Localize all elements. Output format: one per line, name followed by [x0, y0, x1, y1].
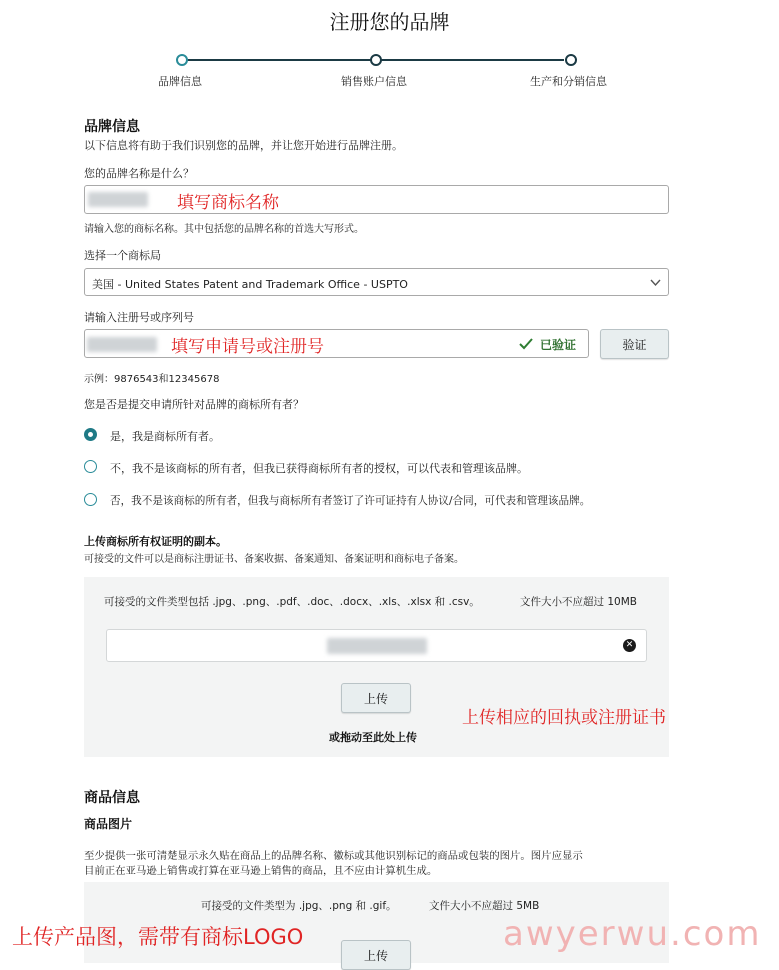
owner-radio-yes[interactable] — [84, 428, 97, 441]
product-images-heading: 商品图片 — [84, 817, 133, 831]
owner-radio-authorized[interactable] — [84, 460, 97, 473]
product-file-types: 可接受的文件类型为 .jpg、.png 和 .gif。 — [201, 900, 397, 912]
product-images-desc-line2: 目前正在亚马逊上销售或打算在亚马逊上销售的商品，且不应由计算机生成。 — [84, 865, 438, 877]
registration-example: 示例：9876543和12345678 — [84, 374, 220, 385]
registration-number-annotation: 填写申请号或注册号 — [171, 337, 324, 357]
proof-upload-heading: 上传商标所有权证明的副本。 — [84, 535, 227, 548]
proof-size-limit: 文件大小不应超过 10MB — [520, 596, 637, 608]
uploaded-file-row — [106, 629, 647, 662]
proof-drag-text: 或拖动至此处上传 — [329, 731, 417, 744]
product-upload-annotation: 上传产品图，需带有商标LOGO — [12, 925, 304, 949]
proof-upload-dropzone[interactable] — [84, 577, 669, 757]
proof-upload-desc: 可接受的文件可以是商标注册证书、备案收据、备案通知、备案证明和商标电子备案。 — [84, 554, 464, 565]
page-title: 注册您的品牌 — [329, 10, 450, 34]
brand-name-hint: 请输入您的商标名称。其中包括您的品牌名称的首选大写形式。 — [84, 224, 364, 235]
brand-info-heading: 品牌信息 — [84, 119, 140, 135]
owner-question: 您是否是提交申请所针对品牌的商标所有者？ — [84, 398, 304, 411]
brand-name-input[interactable] — [84, 185, 669, 214]
owner-radio-licensee[interactable] — [84, 493, 97, 506]
trademark-office-value: 美国 - United States Patent and Trademark Office - USPTO — [92, 278, 408, 291]
site-watermark: awyerwu.com — [503, 914, 762, 954]
product-upload-button[interactable]: 上传 — [341, 940, 411, 970]
product-images-desc-line1: 至少提供一张可清楚显示永久贴在商品上的品牌名称、徽标或其他识别标记的商品或包装的图片。图片应显示 — [84, 850, 583, 862]
step-label-manufacture: 生产和分销信息 — [530, 75, 607, 88]
registration-number-input[interactable] — [84, 329, 589, 358]
trademark-office-select[interactable] — [84, 268, 669, 296]
product-info-heading: 商品信息 — [84, 790, 140, 806]
verify-button[interactable]: 验证 — [600, 329, 669, 359]
step-label-brand-info: 品牌信息 — [158, 75, 202, 88]
step-dot-brand-info — [176, 54, 188, 66]
proof-upload-annotation: 上传相应的回执或注册证书 — [462, 708, 666, 728]
owner-option-authorized-label: 不，我不是该商标的所有者，但我已获得商标所有者的授权，可以代表和管理该品牌。 — [110, 462, 528, 475]
owner-option-licensee-label: 否，我不是该商标的所有者，但我与商标所有者签订了许可证持有人协议/合同，可代表和管理该品牌。 — [110, 495, 591, 507]
remove-file-icon[interactable]: ✕ — [623, 639, 636, 652]
chevron-down-icon — [650, 279, 661, 287]
trademark-office-label: 选择一个商标局 — [84, 249, 161, 262]
brand-name-value-redacted — [88, 192, 148, 207]
proof-upload-button[interactable]: 上传 — [341, 683, 411, 713]
owner-option-yes-label: 是，我是商标所有者。 — [110, 430, 220, 443]
brand-info-intro: 以下信息将有助于我们识别您的品牌，并让您开始进行品牌注册。 — [84, 139, 403, 152]
proof-file-types: 可接受的文件类型包括 .jpg、.png、.pdf、.doc、.docx、.xls、.xlsx 和 .csv。 — [104, 596, 480, 608]
registration-number-label: 请输入注册号或序列号 — [84, 311, 194, 324]
verified-label: 已验证 — [540, 338, 577, 352]
registration-number-value-redacted — [87, 337, 157, 352]
uploaded-file-name-redacted — [327, 638, 427, 654]
check-icon — [519, 338, 533, 350]
step-label-seller-account: 销售账户信息 — [341, 75, 407, 88]
brand-name-question: 您的品牌名称是什么？ — [84, 167, 194, 180]
progress-stepper — [0, 0, 779, 95]
step-dot-seller-account — [370, 54, 382, 66]
brand-name-annotation: 填写商标名称 — [177, 193, 279, 213]
step-dot-manufacture — [565, 54, 577, 66]
product-size-limit: 文件大小不应超过 5MB — [429, 900, 540, 912]
